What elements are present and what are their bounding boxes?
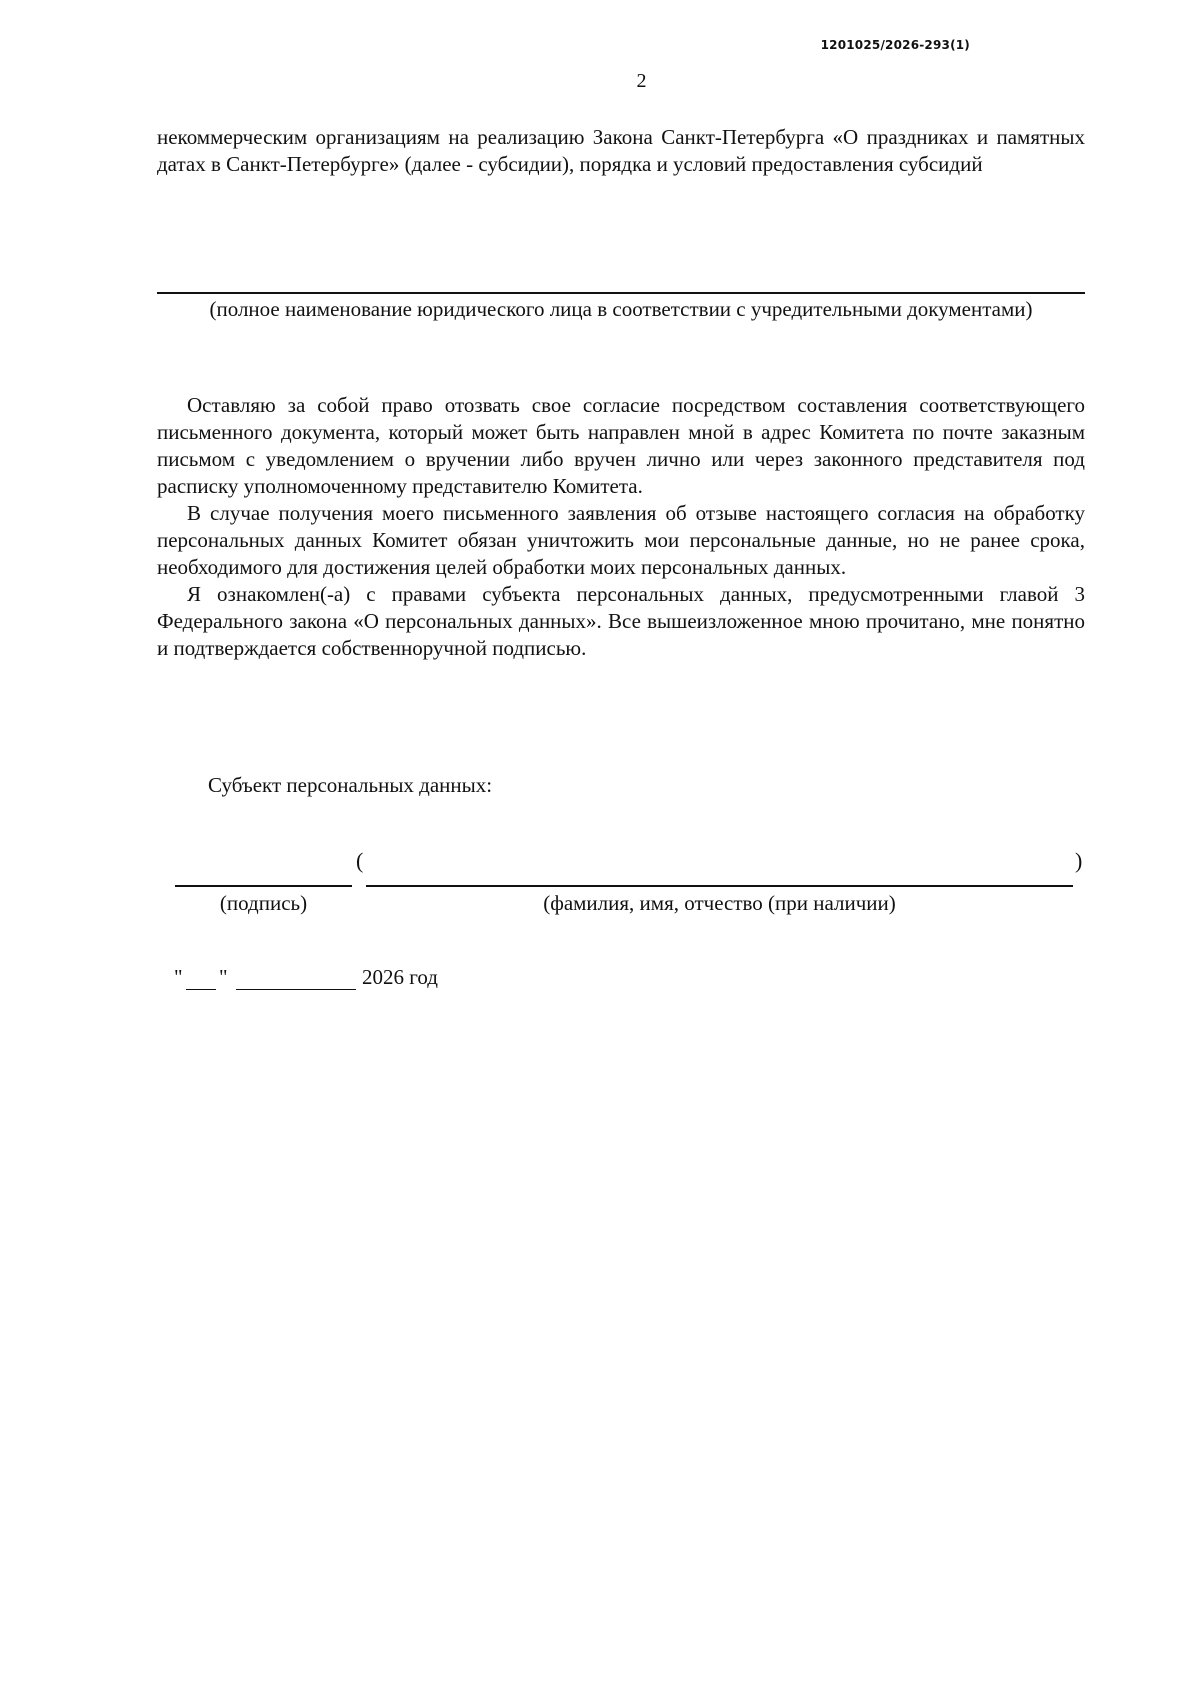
organization-name-line [157,292,1085,294]
date-day-line [186,989,216,990]
paragraph-revocation: Оставляю за собой право отозвать свое согласие посредством составления соответствующего письменного документа, который может быть направлен мной в адрес Комитета по почте заказным письмом с уведомлением о вручении либо вручен лично или через законного представителя под расписку уполномоченному представителю Комитета. [157,393,1085,498]
paragraph-destruction: В случае получения моего письменного заявления об отзыве настоящего согласия на обработку персональных данных Комитет обязан уничтожить мои персональные данные, но не ранее срока, необходимого для достижения целей обработки моих персональных данных. [157,501,1085,579]
signature-caption: (подпись) [219,891,308,915]
date-quote-close: " [219,965,228,989]
date-month-line [236,989,356,990]
page-number: 2 [636,70,647,92]
intro-text: некоммерческим организациям на реализацию Закона Санкт-Петербурга «О праздниках и памятных датах в Санкт-Петербурге» (далее - субсидии), порядка и условий предоставления субсидий [157,125,1085,176]
name-close-paren: ) [1075,848,1083,873]
intro-paragraph [157,124,1085,178]
date-year: 2026 год [362,965,438,989]
signature-line [175,885,352,887]
full-name-caption: (фамилия, имя, отчество (при наличии) [543,891,896,915]
full-name-line [366,885,1073,887]
name-open-paren: ( [356,848,364,873]
document-id: 1201025/2026-293(1) [820,38,970,52]
paragraph-acknowledgement: Я ознакомлен(-а) с правами субъекта персональных данных, предусмотренными главой 3 Федерального закона «О персональных данных». Все вышеизложенное мною прочитано, мне понятно и подтверждается собственноручной подписью. [157,582,1085,660]
date-quote-open: " [174,965,183,989]
subject-label: Субъект персональных данных: [208,773,493,797]
consent-body [157,392,1085,662]
organization-name-caption: (полное наименование юридического лица в соответствии с учредительными документами) [209,297,1033,321]
